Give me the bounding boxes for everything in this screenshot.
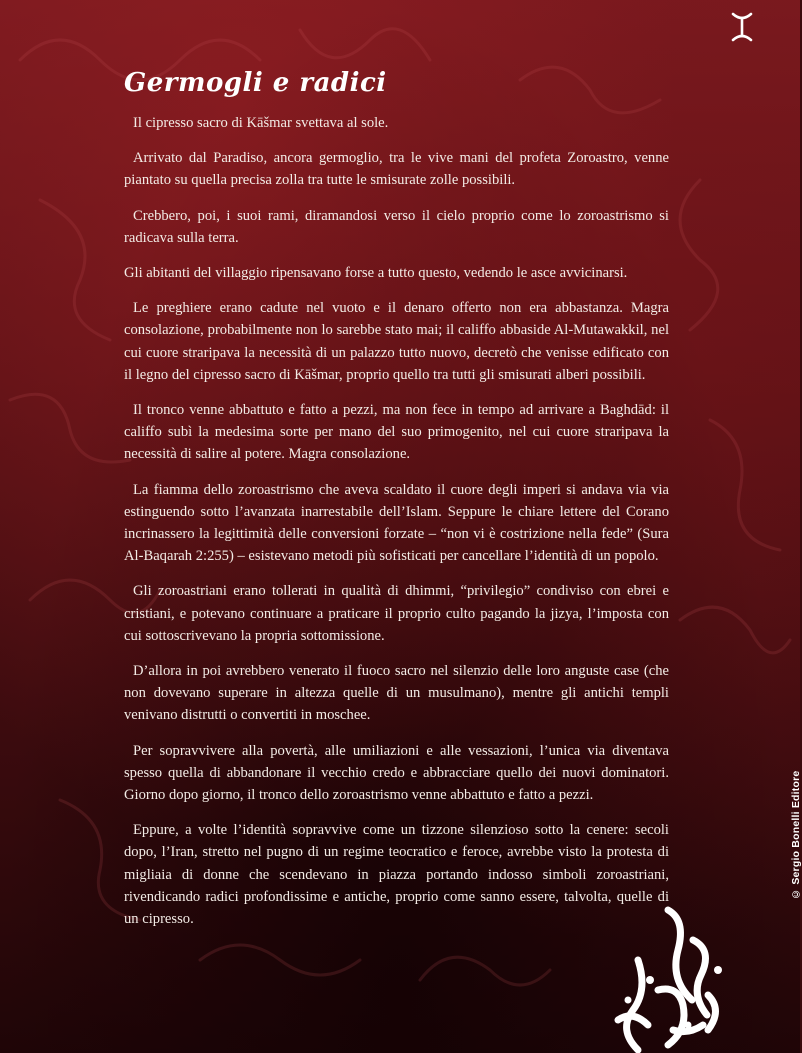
paragraph: D’allora in poi avrebbero venerato il fuoco sacro nel silenzio delle loro anguste case (che non dovevano superare in altezza quelle di un musulmano), mentre gli antichi templi venivano distrutti o convertiti in moschee. bbox=[124, 663, 669, 724]
paragraph: Il cipresso sacro di Kāšmar svettava al sole. bbox=[133, 115, 389, 131]
paragraph: Le preghiere erano cadute nel vuoto e il denaro offerto non era abbastanza. Magra consolazione, probabilmente non lo sarebbe stato mai; il califfo abbaside Al-Mutawakkil, nel cui cuore straripava la necessità di un palazzo tutto nuovo, decretò che venisse edificato con il legno del cipresso sacro di Kāšmar, proprio quello tra tutti gli smisurati alberi possibili. bbox=[124, 300, 669, 383]
arabic-calligraphy-art bbox=[598, 900, 748, 1053]
article-body bbox=[124, 112, 669, 943]
paragraph: Per sopravvivere alla povertà, alle umiliazioni e alle vessazioni, l’unica via diventava spesso quella di abbandonare il vecchio credo e abbracciare quello dei nuovi dominatori. Giorno dopo giorno, il tronco dello zoroastrismo venne abbattuto e fatto a pezzi. bbox=[124, 742, 669, 804]
paragraph: Crebbero, poi, i suoi rami, diramandosi verso il cielo proprio come lo zoroastrismo si radicava sulla terra. bbox=[124, 207, 669, 246]
paragraph: Gli zoroastriani erano tollerati in qualità di dhimmi, “privilegio” condiviso con ebrei e cristiani, e potevano continuare a praticare il proprio culto pagando la jizya, l’imposta con cui sottoscrivevano la propria sottomissione. bbox=[124, 583, 669, 644]
paragraph: Eppure, a volte l’identità sopravvive come un tizzone silenzioso sotto la cenere: secoli dopo, l’Iran, stretto nel pugno di un regime teocratico e feroce, avrebbe visto la protesta di migliaia di donne che scendevano in piazza portando indosso simboli zoroastriani, rivendicando radici profondissime e antiche, proprio come sanno essere, talvolta, quelle di un cipresso. bbox=[124, 822, 669, 928]
page-title: Germogli e radici bbox=[124, 68, 387, 98]
paragraph: Arrivato dal Paradiso, ancora germoglio, tra le vive mani del profeta Zoroastro, venne piantato su quella precisa zolla tra tutte le smisurate zolle possibili. bbox=[124, 150, 669, 189]
paragraph: Il tronco venne abbattuto e fatto a pezzi, ma non fece in tempo ad arrivare a Baghdād: il califfo subì la medesima sorte per mano del suo primogenito, nel cui cuore straripava la necessità di salire al potere. Magra consolazione. bbox=[124, 402, 669, 463]
paragraph: Gli abitanti del villaggio ripensavano forse a tutto questo, vedendo le asce avvicinarsi. bbox=[124, 265, 628, 282]
copyright-notice: © Sergio Bonelli Editore bbox=[790, 770, 802, 900]
faravahar-symbol-icon bbox=[728, 10, 756, 44]
paragraph: La fiamma dello zoroastrismo che aveva scaldato il cuore degli imperi si andava via via estinguendo sotto l’avanzata inarrestabile dell’Islam. Seppure le chiare lettere del Corano incrinassero la legittimità delle conversioni forzate – “non vi è costrizione nella fede” (Sura Al-Baqarah 2:255) – esistevano metodi più sofisticati per cancellare l’identità di un popolo. bbox=[124, 481, 669, 565]
